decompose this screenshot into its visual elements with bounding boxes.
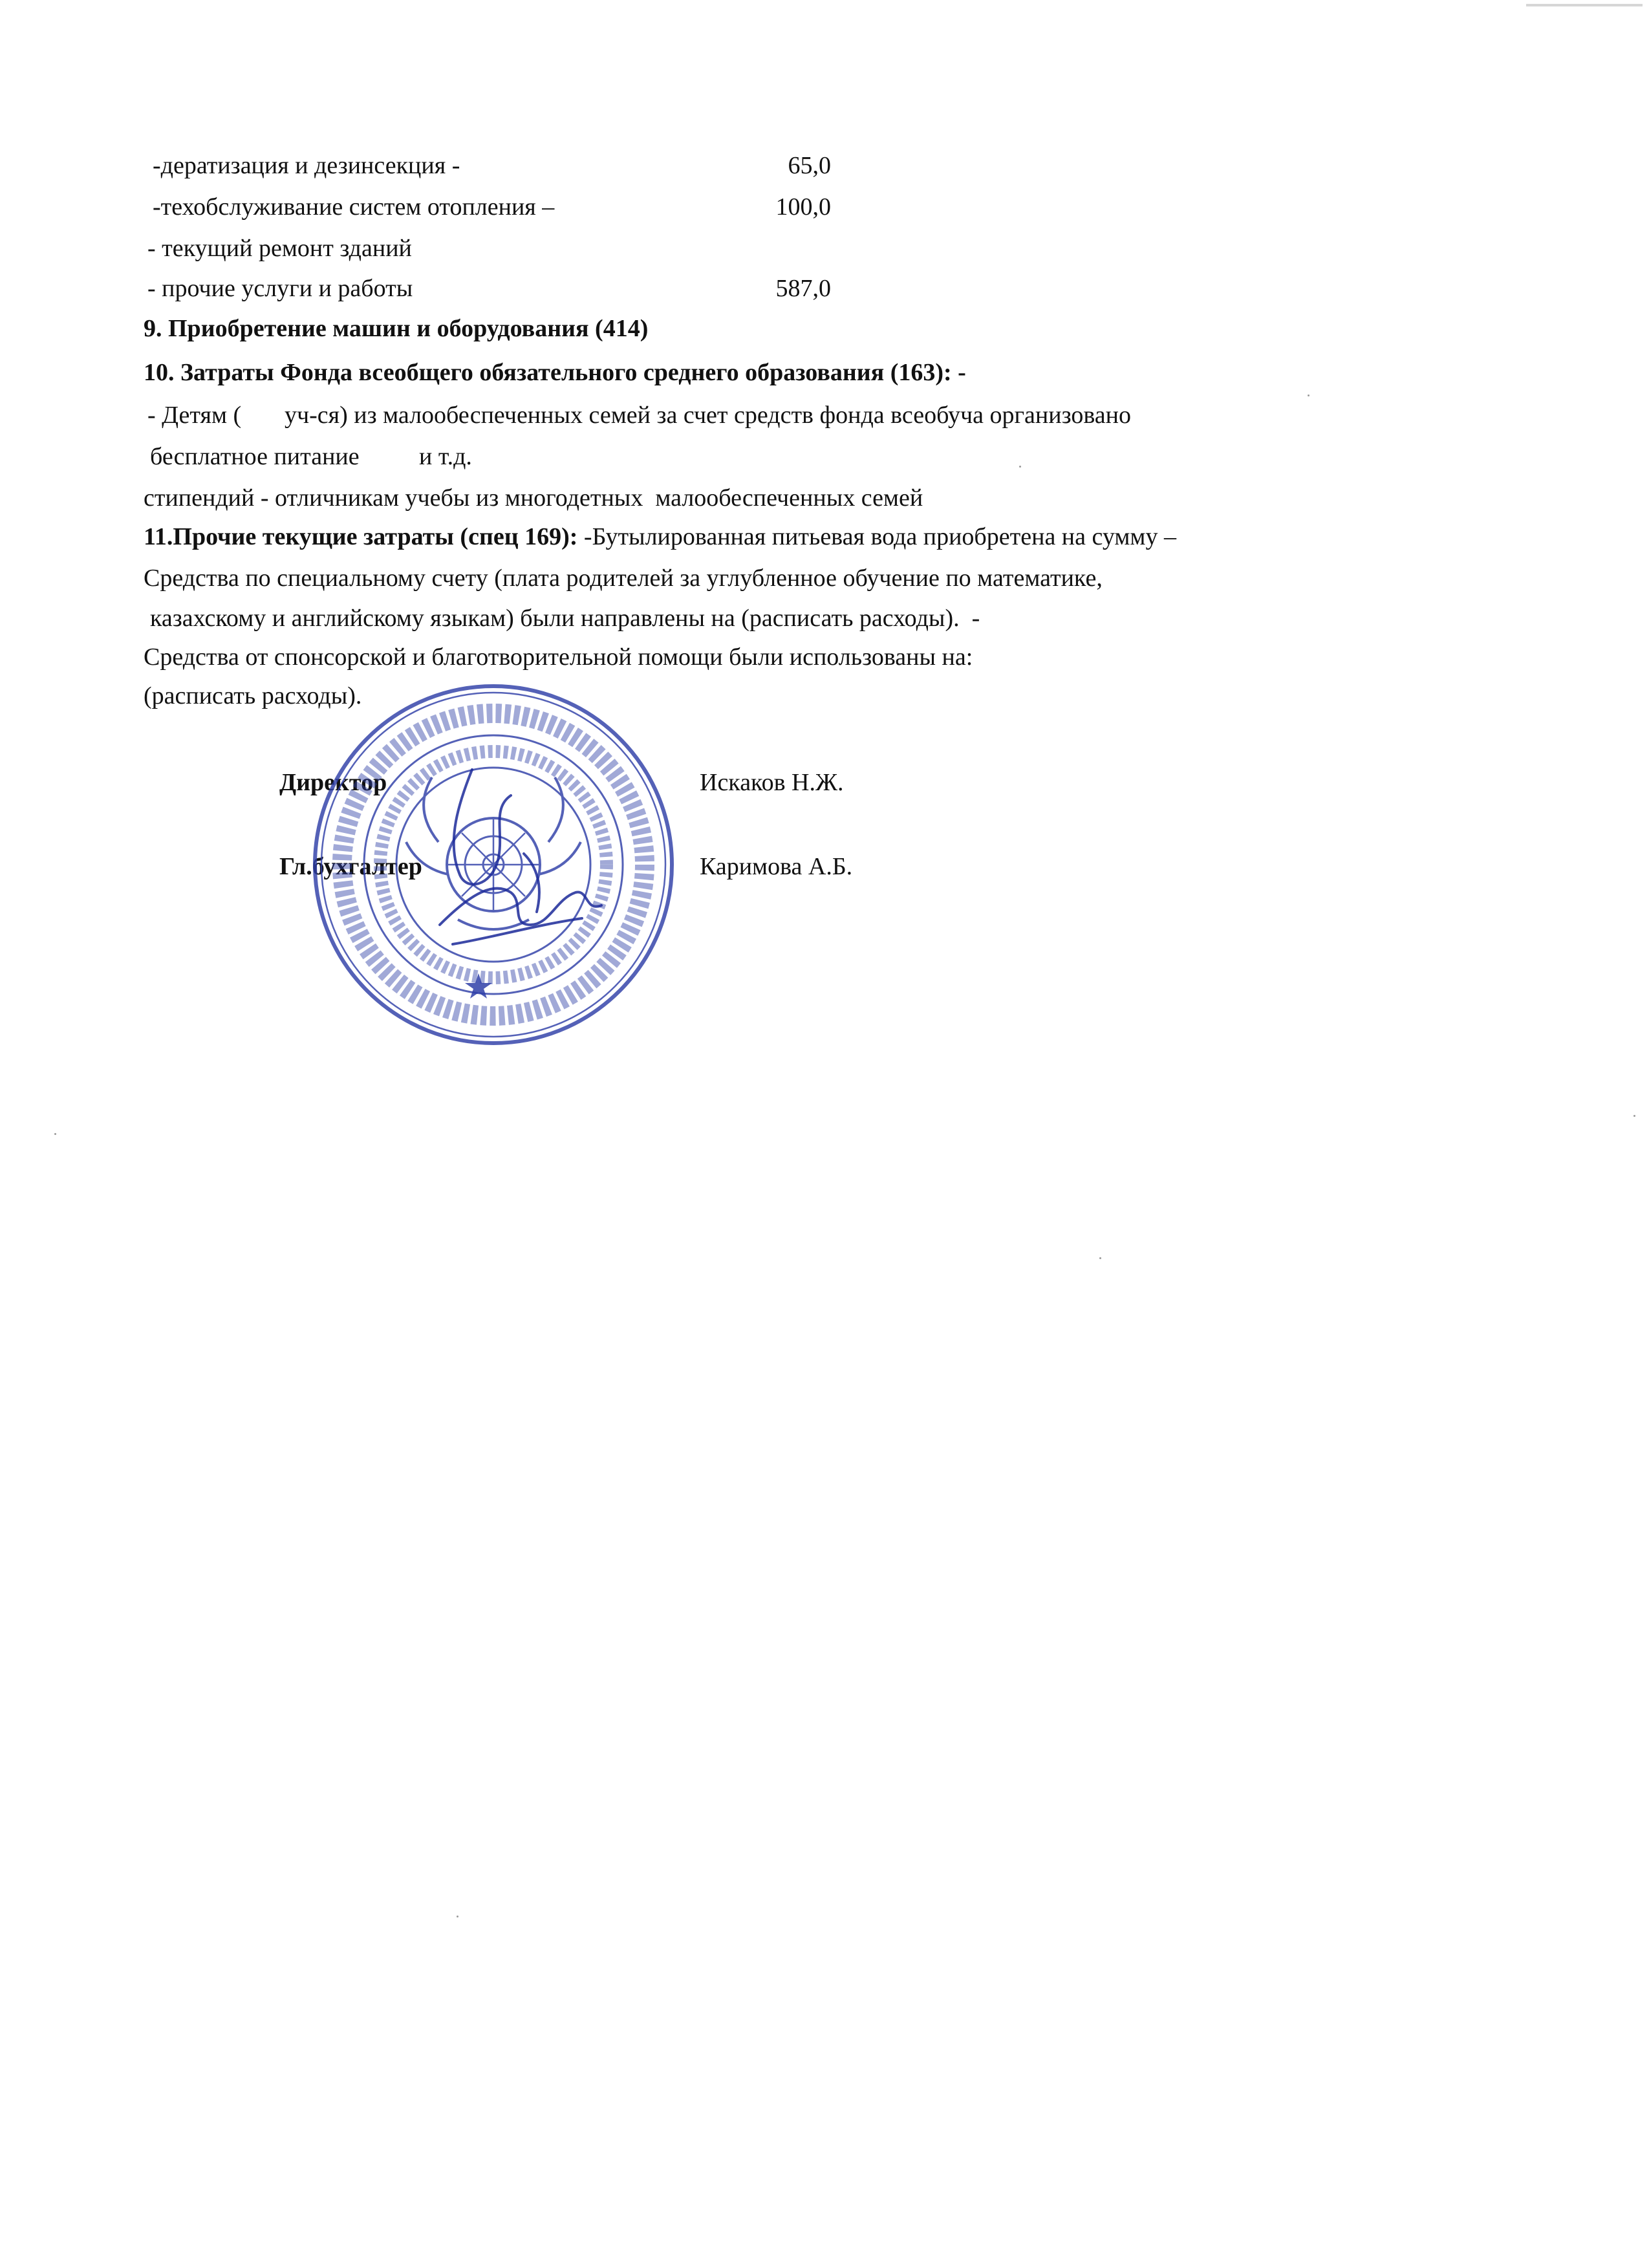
scan-speck xyxy=(54,1133,56,1135)
line-expenses: (расписать расходы). xyxy=(144,682,362,709)
line-free-meal-b: и т.д. xyxy=(419,443,472,470)
line-children-b: уч-ся) из малообеспеченных семей за счет средств фонда всеобуча организовано xyxy=(285,402,1131,429)
line-stipend: стипендий - отличникам учебы из многодетных малообеспеченных семей xyxy=(144,484,923,512)
section-11-text: -Бутылированная питьевая вода приобретена на сумму – xyxy=(577,523,1176,550)
heading-section-9: 9. Приобретение машин и оборудования (414) xyxy=(144,315,649,342)
director-label: Директор xyxy=(279,769,387,796)
accountant-label: Гл.бухгалтер xyxy=(279,853,422,880)
accountant-name: Каримова А.Б. xyxy=(700,853,853,880)
line-other-services: - прочие услуги и работы xyxy=(147,275,413,302)
scan-speck xyxy=(1019,466,1021,468)
scan-speck xyxy=(1099,1257,1101,1259)
scan-speck xyxy=(1308,394,1310,396)
value-deratization: 65,0 xyxy=(788,152,831,179)
value-heating: 100,0 xyxy=(775,193,831,221)
line-section-11 xyxy=(144,521,1176,552)
line-special-account-1: Средства по специальному счету (плата родителей за углубленное обучение по математике, xyxy=(144,565,1103,592)
value-other-services: 587,0 xyxy=(775,275,831,302)
heading-section-11: 11.Прочие текущие затраты (спец 169): xyxy=(144,523,578,550)
line-children-a: - Детям ( xyxy=(147,402,242,429)
scan-speck xyxy=(457,1916,458,1917)
handwritten-signature xyxy=(362,731,634,977)
line-heating: -техобслуживание систем отопления – xyxy=(153,193,555,221)
scan-edge-mark xyxy=(1526,4,1643,6)
line-sponsor: Средства от спонсорской и благотворительной помощи были использованы на: xyxy=(144,643,973,671)
line-special-account-2: казахскому и английскому языкам) были направлены на (расписать расходы). - xyxy=(150,605,980,632)
line-repair: - текущий ремонт зданий xyxy=(147,235,412,262)
director-name: Искаков Н.Ж. xyxy=(700,769,844,796)
heading-section-10: 10. Затраты Фонда всеобщего обязательного среднего образования (163): - xyxy=(144,359,966,386)
line-deratization: -дератизация и дезинсекция - xyxy=(153,152,460,179)
line-free-meal-a: бесплатное питание xyxy=(150,443,360,470)
scan-speck xyxy=(1633,1115,1635,1117)
